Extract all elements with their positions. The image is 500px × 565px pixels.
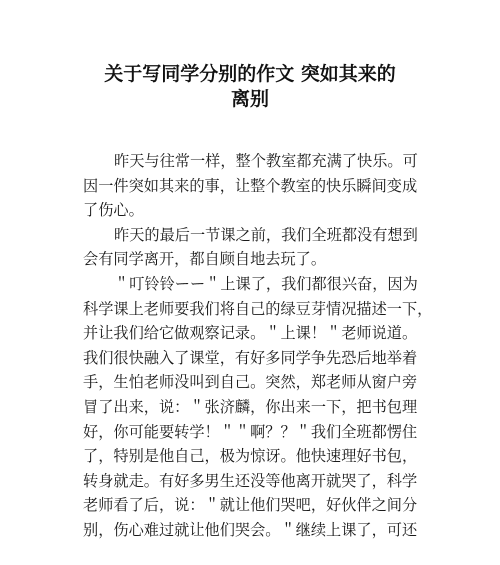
title-line-2: 离别: [230, 88, 269, 110]
paragraph-3: [83, 272, 433, 543]
text-line: 冒了出来，说：＂张济麟，你出来一下，把书包理: [83, 397, 418, 416]
paragraph-1: [83, 149, 423, 223]
text-line: 我们很快融入了课堂，有好多同学争先恐后地举着: [83, 348, 418, 367]
text-line: 手，生怕老师没叫到自己。突然，郑老师从窗户旁: [83, 373, 418, 392]
text-line: 因一件突如其来的事，让整个教室的快乐瞬间变成: [83, 176, 418, 195]
text-line: 昨天的最后一节课之前，我们全班都没有想到: [114, 225, 418, 244]
text-line: 好，你可能要转学！＂＂啊？？＂我们全班都愣住: [83, 422, 418, 441]
text-line: 会有同学离开，都自顾自地去玩了。: [83, 250, 326, 269]
text-line: 老师看了后，说：＂就让他们哭吧，好伙伴之间分: [83, 496, 418, 515]
text-line: ＂叮铃铃ーー＂上课了，我们都很兴奋，因为: [114, 274, 418, 293]
article-body: [83, 149, 433, 543]
text-line: 了，特别是他自己，极为惊讶。他快速理好书包，: [83, 447, 418, 466]
text-line: 并让我们给它做观察记录。＂上课！＂老师说道。: [83, 324, 418, 343]
text-line: 别，伤心难过就让他们哭会。＂继续上课了，可还: [83, 520, 418, 539]
text-line: 昨天与往常一样，整个教室都充满了快乐。可: [114, 152, 418, 170]
paragraph-2: [83, 223, 423, 272]
title-line-1: 关于写同学分别的作文 突如其来的: [104, 63, 396, 85]
article-title: [40, 62, 460, 112]
text-line: 了伤心。: [83, 201, 144, 220]
text-line: 科学课上老师要我们将自己的绿豆芽情况描述一下，: [83, 299, 433, 318]
text-line: 转身就走。有好多男生还没等他离开就哭了，科学: [83, 471, 418, 490]
